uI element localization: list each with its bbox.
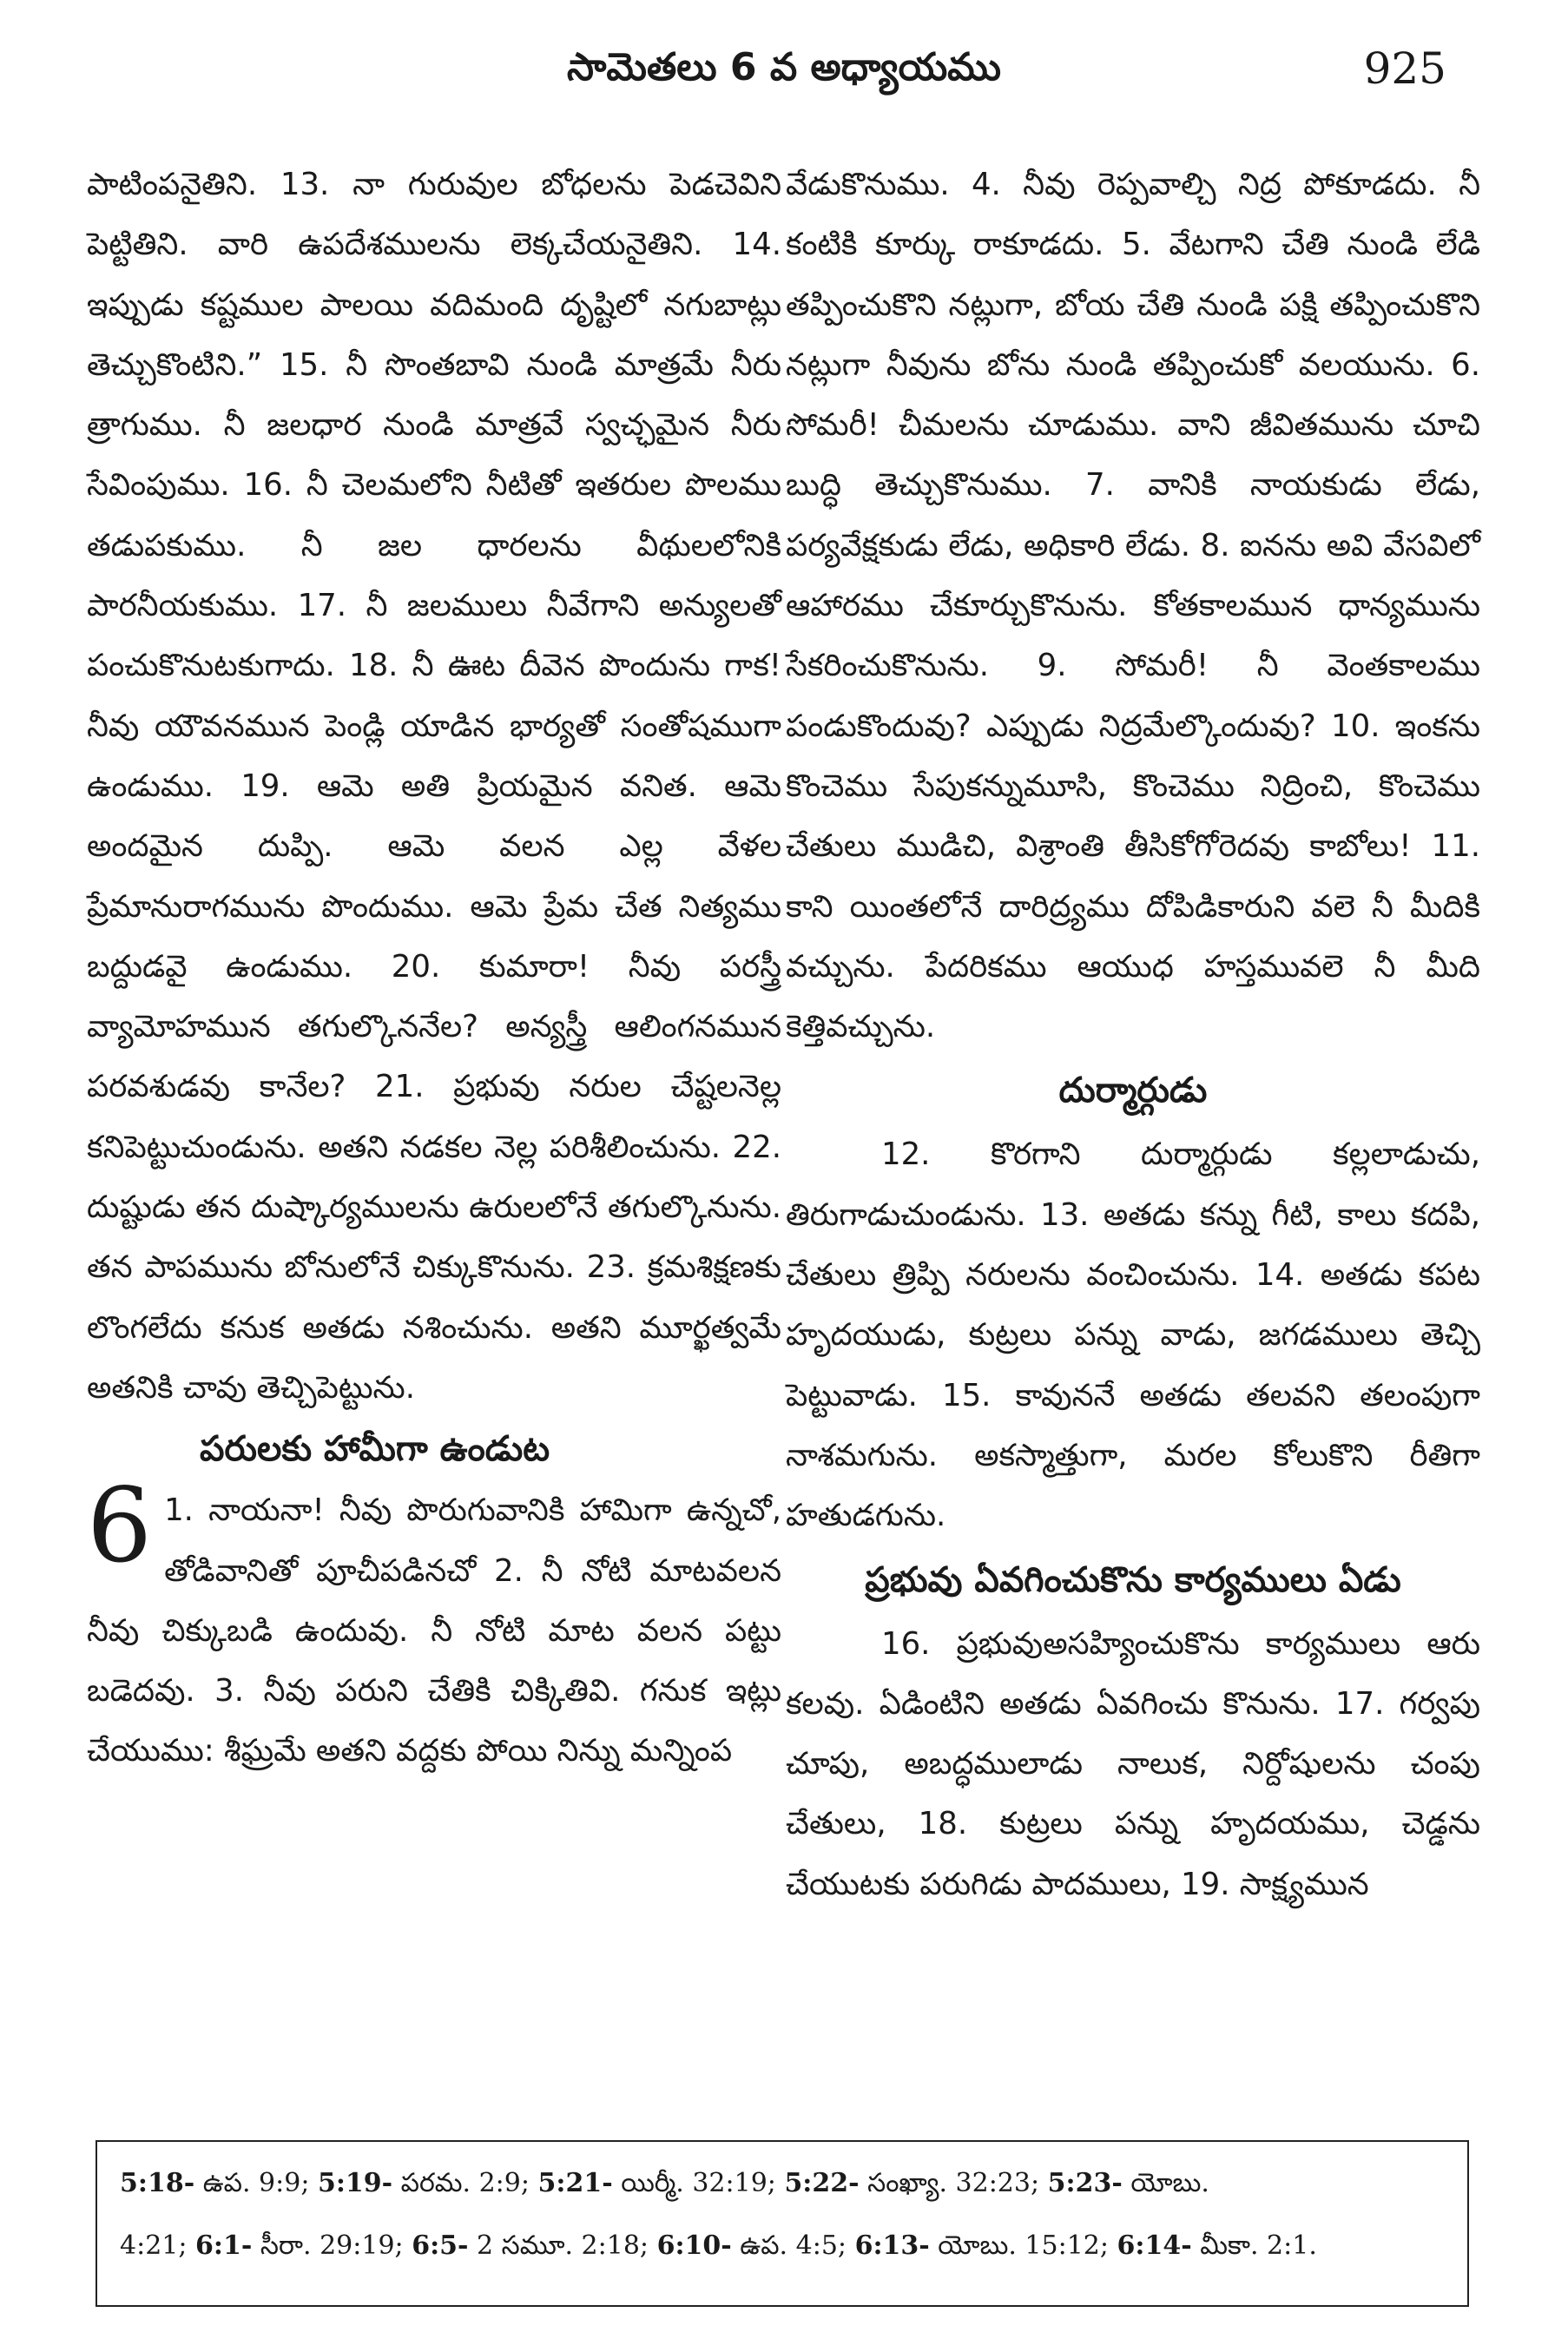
left-column — [87, 155, 781, 1782]
footnote-ref: 6:5- — [412, 2230, 469, 2261]
section-heading-wicked-man: దుర్మార్గుడు — [1058, 1071, 1208, 1111]
footnote-ref: 5:22- — [784, 2168, 860, 2198]
footnote-ref: 5:18- — [120, 2168, 195, 2198]
footnote-entry — [318, 2168, 538, 2198]
footnote-entry — [538, 2168, 785, 2198]
footnote-line-1 — [120, 2152, 1445, 2215]
footnote-entry — [120, 2168, 318, 2198]
footnote-text: 2 సమూ. 2:18; — [468, 2230, 649, 2261]
footnote-ref: 6:1- — [195, 2230, 253, 2261]
footnote-text: యోబు. — [1122, 2168, 1209, 2198]
footnote-entry — [1048, 2168, 1209, 2198]
chapter-number-drop-cap: 6 — [87, 1466, 153, 1586]
footnote-line-2 — [120, 2215, 1445, 2277]
left-paragraph-1: పాటింపనైతిని. 13. నా గురువుల బోధలను పెడచెవిని పెట్టితిని. వారి ఉపదేశములను లెక్కచేయనైతిని. 14. ఇప్పుడు కష్టముల పాలయి వదిమంది దృష్టిలో నగుబాట్లు తెచ్చుకొంటిని.” 15. నీ సొంతబావి నుండి మాత్రమే నీరు త్రాగుము. నీ జలధార నుండి మాత్రవే స్వచ్ఛమైన నీరు సేవింపుము. 16. నీ చెలమలోని నీటితో ఇతరుల పొలము తడుపకుము. నీ జల ధారలను వీథులలోనికి పారనీయకుము. 17. నీ జలములు నీవేగాని అన్యులతో పంచుకొనుటకుగాదు. 18. నీ ఊట దీవెన పొందును గాక! నీవు యౌవనమున పెండ్లి యాడిన భార్యతో సంతోషముగా ఉండుము. 19. ఆమె అతి ప్రియమైన వనిత. ఆమె అందమైన దుప్పి. ఆమె వలన ఎల్ల వేళల ప్రేమానురాగమును పొందుము. ఆమె ప్రేమ చేత నిత్యము బద్దుడవై ఉండుము. 20. కుమారా! నీవు పరస్త్రీ వ్యామోహమున తగుల్కొననేల? అన్యస్త్రీ ఆలింగనమున పరవశుడవు కానేల? 21. ప్రభువు నరుల చేష్టలనెల్ల కనిపెట్టుచుండును. అతని నడకల నెల్ల పరిశీలించును. 22. దుష్టుడు తన దుష్కార్యములను ఉరులలోనే తగుల్కొనును. తన పాపమును బోనులోనే చిక్కుకొనును. 23. క్రమశిక్షణకు లొంగలేదు కనుక అతడు నశించును. అతని మూర్ఖత్వమే అతనికి చావు తెచ్చిపెట్టును. — [87, 167, 781, 1406]
footnote-entry — [784, 2168, 1047, 2198]
footnote-ref: 6:13- — [854, 2230, 930, 2261]
footnote-entry — [195, 2230, 404, 2261]
chapter-6-text: 1. నాయనా! నీవు పొరుగువానికి హామిగా ఉన్నచో, తోడివానితో పూచీపడినచో 2. నీ నోటి మాటవలన నీవు చిక్కుబడి ఉందువు. నీ నోటి మాట వలన పట్టు బడెదవు. 3. నీవు పరుని చేతికి చిక్కితివి. గనుక ఇట్లు చేయుము: శీఘ్రమే అతని వద్దకు పోయి నిన్ను మన్నింప — [87, 1492, 781, 1769]
footnote-entry — [855, 2230, 1109, 2261]
footnote-text: సీరా. 29:19; — [252, 2230, 404, 2261]
footnote-text: మీకా. 2:1. — [1191, 2230, 1317, 2261]
right-paragraph-1: వేడుకొనుము. 4. నీవు రెప్పవాల్చి నిద్ర పోకూడదు. నీ కంటికి కూర్కు రాకూడదు. 5. వేటగాని చేతి నుండి లేడి తప్పించుకొని నట్లుగా, బోయ చేతి నుండి పక్షి తప్పించుకొని నట్లుగా నీవును బోను నుండి తప్పించుకో వలయును. 6. సోమరీ! చీమలను చూడుము. వాని జీవితమును చూచి బుద్ధి తెచ్చుకొనుము. 7. వానికి నాయకుడు లేడు, పర్యవేక్షకుడు లేడు, అధికారి లేడు. 8. ఐనను అవి వేసవిలో ఆహారము చేకూర్చుకొనును. కోతకాలమున ధాన్యమును సేకరించుకొనును. 9. సోమరీ! నీ వెంతకాలము పండుకొందువు? ఎప్పుడు నిద్రమేల్కొందువు? 10. ఇంకను కొంచెము సేపుకన్నుమూసి, కొంచెము నిద్రించి, కొంచెము చేతులు ముడిచి, విశ్రాంతి తీసికోగోరెదవు కాబోలు! 11. కాని యింతలోనే దారిద్ర్యము దోపిడికారుని వలె నీ మీదికి వచ్చును. పేదరికము ఆయుధ హస్తమువలె నీ మీది కెత్తివచ్చును. — [786, 167, 1480, 1045]
footnote-ref: 5:23- — [1047, 2168, 1123, 2198]
footnote-text: పరమ. 2:9; — [392, 2168, 538, 2198]
page-number: 925 — [1363, 43, 1446, 94]
chapter-heading: పరులకు హామీగా ఉండుట — [200, 1429, 550, 1470]
right-paragraph-3: 16. ప్రభువుఅసహ్యించుకొను కార్యములు ఆరు కలవు. ఏడింటిని అతడు ఏవగించు కొనును. 17. గర్వపు చూపు, అబద్ధములాడు నాలుక, నిర్దోషులను చంపు చేతులు, 18. కుట్రలు పన్ను హృదయము, చెడ్డను చేయుటకు పరుగిడు పాదములు, 19. సాక్ష్యమున — [786, 1625, 1480, 1902]
footnote-ref: 5:19- — [317, 2168, 393, 2198]
footnote-box — [96, 2140, 1469, 2307]
page-header-title: సామెతలు 6 వ అధ్యాయము — [567, 45, 1001, 89]
footnote-entry — [412, 2230, 649, 2261]
footnote-ref: 6:14- — [1117, 2230, 1192, 2261]
right-paragraph-2: 12. కొరగాని దుర్మార్గుడు కల్లలాడుచు, తిరుగాడుచుండును. 13. అతడు కన్ను గీటి, కాలు కదపి, చేతులు త్రిప్పి నరులను వంచించును. 14. అతడు కపట హృదయుడు, కుట్రలు పన్ను వాడు, జగడములు తెచ్చి పెట్టువాడు. 15. కావుననే అతడు తలవని తలంపుగా నాశమగును. అకస్మాత్తుగా, మరల కోలుకొని రీతిగా హతుడగును. — [786, 1136, 1480, 1534]
footnote-text: ఉప. 9:9; — [194, 2168, 318, 2198]
footnote-text: సంఖ్యా. 32:23; — [859, 2168, 1048, 2198]
footnote-text: యిర్మీ. 32:19; — [612, 2168, 785, 2198]
footnote-text: ఉప. 4:5; — [731, 2230, 847, 2261]
footnote-entry — [657, 2230, 847, 2261]
footnote-ref: 6:10- — [656, 2230, 732, 2261]
section-heading-seven-abominations: ప్రభువు ఏవగించుకొను కార్యములు ఏడు — [865, 1559, 1401, 1600]
chapter-6-opening — [87, 1466, 781, 1781]
footnote-entry — [1117, 2230, 1317, 2261]
footnote-text: 4:21; — [120, 2230, 188, 2261]
footnote-entry — [120, 2230, 187, 2261]
footnote-text: యోబు. 15:12; — [929, 2230, 1109, 2261]
footnote-ref: 5:21- — [537, 2168, 613, 2198]
right-column — [786, 155, 1480, 1914]
